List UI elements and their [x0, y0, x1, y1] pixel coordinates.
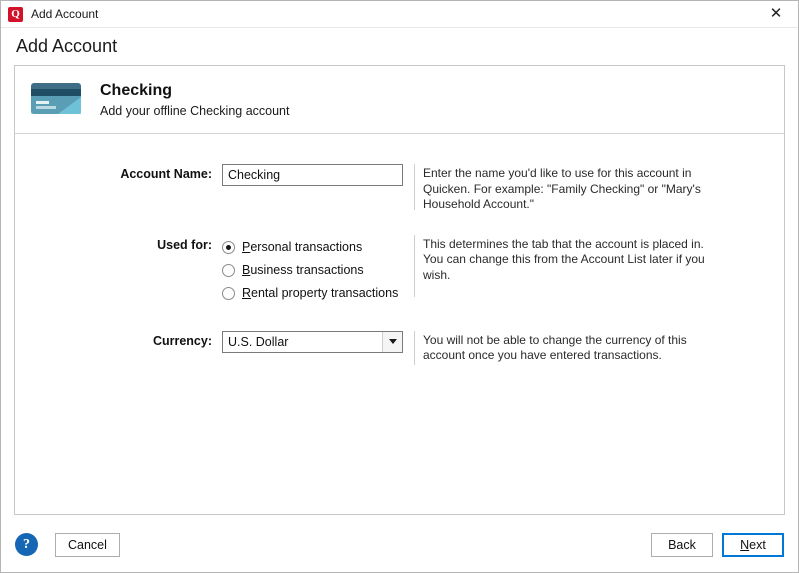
- used-for-help: This determines the tab that the account is placed in. You can change this from the Account List later if you wish.: [423, 236, 705, 282]
- radio-rental-indicator: [222, 287, 235, 300]
- account-name-row: [15, 164, 784, 213]
- radio-rental-property-transactions[interactable]: [222, 282, 405, 305]
- divider-2: [405, 235, 423, 297]
- radio-personal-label: Personal transactions: [242, 240, 363, 254]
- currency-select[interactable]: [222, 331, 403, 353]
- card-title: Checking: [100, 81, 173, 99]
- chevron-down-icon[interactable]: [382, 332, 402, 352]
- account-form: [15, 134, 784, 514]
- card-header: [15, 66, 784, 134]
- used-for-label: Used for:: [157, 237, 212, 252]
- credit-card-icon: [28, 77, 86, 123]
- next-button[interactable]: N ext: [722, 533, 784, 557]
- divider-1: [405, 164, 423, 210]
- radio-business-transactions[interactable]: [222, 259, 405, 282]
- content-area: [1, 65, 798, 517]
- currency-field-col: [222, 331, 405, 353]
- account-name-field-col: [222, 164, 405, 186]
- card-header-text: [100, 82, 289, 118]
- account-name-help: Enter the name you'd like to use for this account in Quicken. For example: "Family Checking" or "Mary's Household Account.": [423, 166, 701, 211]
- radio-personal-indicator: [222, 241, 235, 254]
- account-card: [14, 65, 785, 515]
- quicken-q-icon: Q: [8, 7, 23, 22]
- radio-rental-label: Rental property transactions: [242, 286, 399, 300]
- window-title: Add Account: [31, 7, 99, 21]
- currency-selected-value: U.S. Dollar: [228, 334, 289, 349]
- footer-nav-buttons: [651, 533, 784, 557]
- account-name-input[interactable]: [222, 164, 403, 186]
- currency-help: You will not be able to change the currency of this account once you have entered transactions.: [423, 332, 687, 362]
- dialog-footer: [1, 517, 798, 572]
- radio-business-indicator: [222, 264, 235, 277]
- help-icon[interactable]: ?: [15, 533, 38, 556]
- card-subtitle: Add your offline Checking account: [100, 103, 290, 118]
- radio-personal-transactions[interactable]: [222, 236, 405, 259]
- radio-business-label: Business transactions: [242, 263, 364, 277]
- page-title: Add Account: [1, 28, 798, 65]
- used-for-row: [15, 235, 784, 305]
- close-icon[interactable]: ✕: [769, 5, 783, 22]
- used-for-options: [222, 235, 405, 305]
- title-bar: [1, 1, 798, 28]
- currency-label: Currency:: [152, 333, 212, 348]
- currency-row: [15, 331, 784, 365]
- cancel-button[interactable]: Cancel: [55, 533, 120, 557]
- account-name-label: Account Name:: [120, 167, 212, 181]
- back-button[interactable]: Back: [651, 533, 713, 557]
- divider-3: [405, 331, 423, 365]
